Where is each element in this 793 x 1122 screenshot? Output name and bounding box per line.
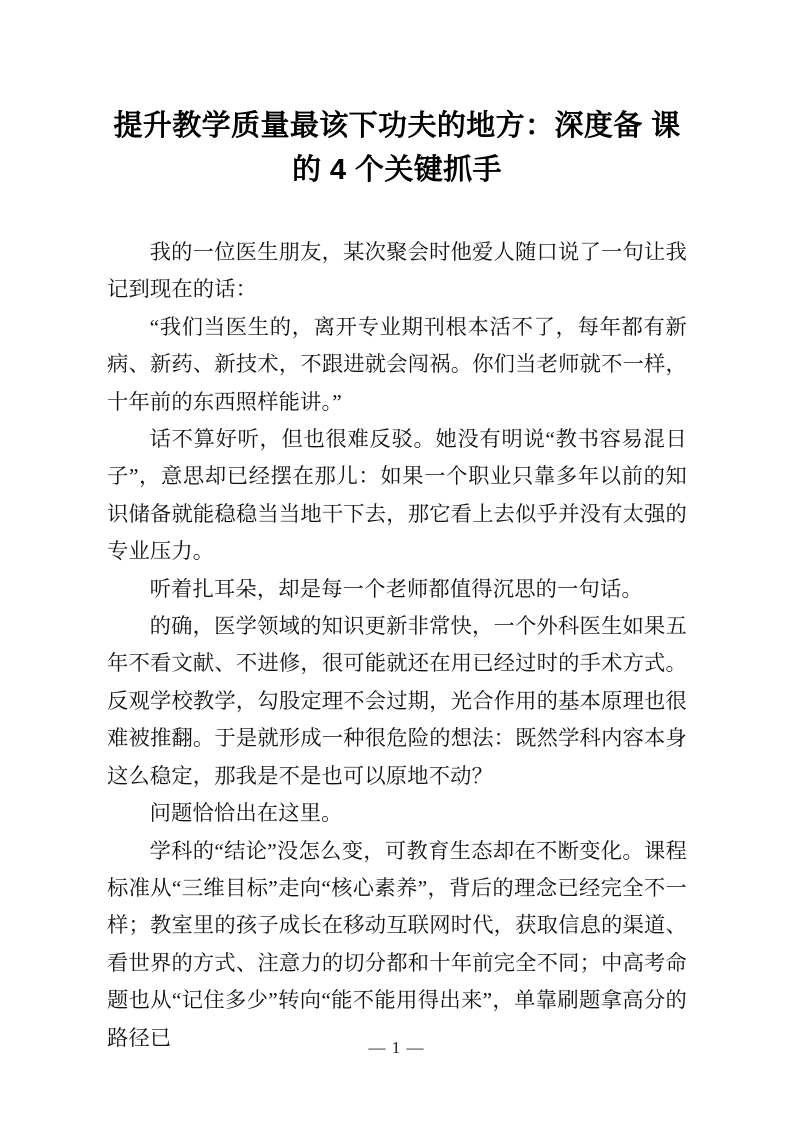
page-title-line-1: 提升教学质量最该下功夫的地方：深度备 xyxy=(113,110,643,142)
paragraph: 听着扎耳朵，却是每一个老师都值得沉思的一句话。 xyxy=(149,576,643,601)
page-footer xyxy=(0,1038,793,1058)
page-number: — 1 — xyxy=(368,1038,425,1057)
page-title xyxy=(107,0,687,192)
paragraph: 问题恰恰出在这里。 xyxy=(149,801,343,826)
page-title-line-2: 课的 4 个关键抓手 xyxy=(292,110,681,186)
body-text xyxy=(107,234,687,1057)
paragraph: “我们当医生的，离开专业期刊根本活不了，每年都有新病、新药、新技术，不跟进就会闯祸。你们当老师就不一样，十年前的东西照样能讲。” xyxy=(107,314,687,414)
paragraph: 的确，医学领域的知识更新非常快，一个外科医生如果五年不看文献、不进修，很可能就还在用已经过时的手术方式。反观学校教学，勾股定理不会过期，光合作用的基本原理也很难被推翻。于是就形成一种很危险的想法：既然学科内容本身这么稳定，那我是不是也可以原地不动？ xyxy=(107,614,687,788)
paragraph: 学科的“结论”没怎么变，可教育生态却在不断变化。课程标准从“三维目标”走向“核心素养”，背后的理念已经完全不一样；教室里的孩子成长在移动互联网时代，获取信息的渠道、看世界的方式、注意力的切分都和十年前完全不同；中高考命题也从“记住多少”转向“能不能用得出来”，单靠刷题拿高分的路径已 xyxy=(107,838,687,1050)
paragraph: 话不算好听，但也很难反驳。她没有明说“教书容易混日子”，意思却已经摆在那儿：如果一个职业只靠多年以前的知识储备就能稳稳当当地干下去，那它看上去似乎并没有太强的专业压力。 xyxy=(107,427,687,564)
paragraph: 我的一位医生朋友，某次聚会时他爱人随口说了一句让我记到现在的话： xyxy=(107,240,687,302)
page-content xyxy=(107,0,687,1057)
